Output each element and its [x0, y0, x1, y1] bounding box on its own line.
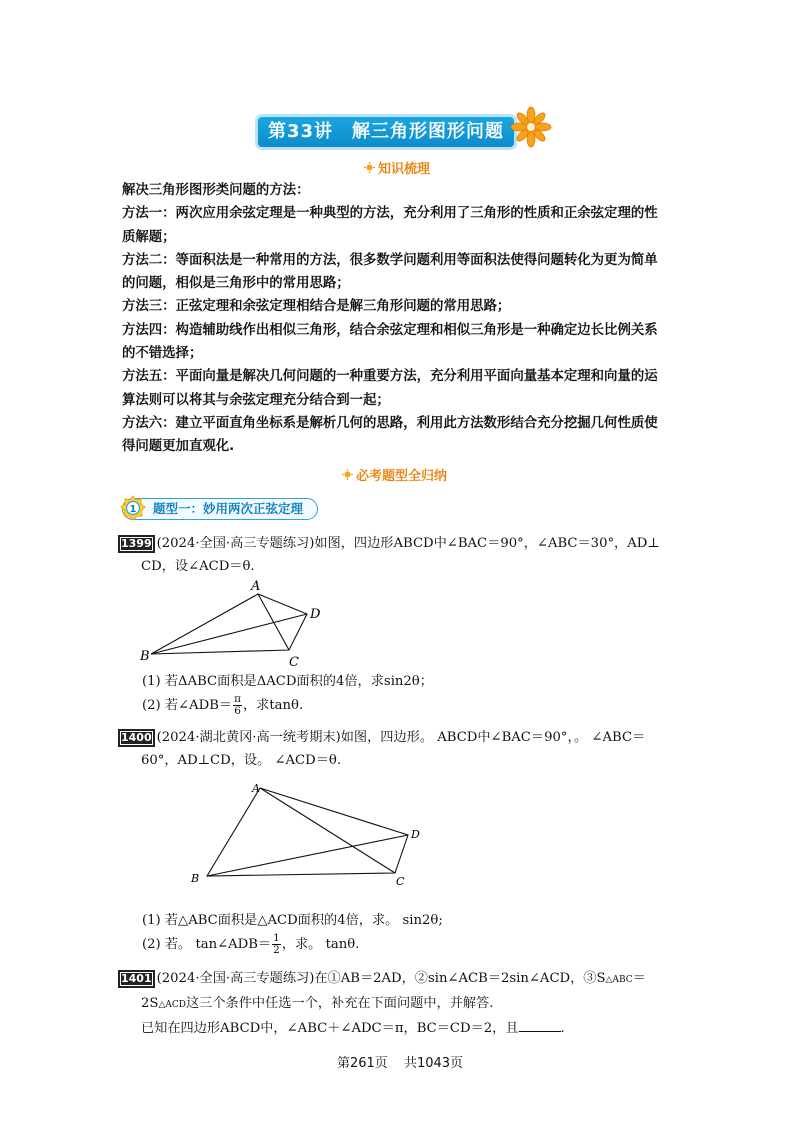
answer-blank[interactable]	[519, 1018, 561, 1032]
question-type-badge	[122, 498, 318, 520]
problem-number: 1401	[118, 970, 155, 988]
lecture-title-banner	[255, 114, 517, 150]
methods-line: 的不错选择；	[122, 346, 203, 362]
number-badge-icon	[119, 494, 147, 522]
methods-line: 得问题更加直观化.	[122, 439, 235, 455]
label-B: B	[191, 872, 200, 885]
problem-1400: 1400 (2024·湖北黄冈·高一统考期末)如图，四边形。 ABCD中∠BAC＝90°，。 ∠ABC＝ 60°，AD⊥CD，设。 ∠ACD＝θ.	[118, 726, 688, 772]
label-D: D	[411, 828, 420, 841]
label-A: A	[252, 782, 260, 795]
label-C: C	[396, 875, 405, 888]
lecture-title: 第33讲 解三角形图形问题	[267, 121, 505, 142]
page-total: 共1043页	[403, 1056, 464, 1071]
section-heading-question-types: 必考题型全归纳	[342, 465, 447, 484]
problem-number: 1399	[118, 535, 155, 553]
figure-quadrilateral-1399	[140, 578, 330, 670]
methods-line: 解决三角形图形类问题的方法：	[122, 183, 310, 198]
problem-number: 1400	[118, 729, 155, 747]
sun-icon	[342, 469, 353, 480]
methods-line: 方法一：两次应用余弦定理是一种典型的方法，充分利用了三角形的性质和正余弦定理的性	[122, 206, 658, 222]
label-D: D	[310, 607, 321, 622]
section-heading-knowledge: 知识梳理	[364, 158, 430, 177]
methods-text	[122, 179, 682, 459]
methods-line: 方法六：建立平面直角坐标系是解析几何的思路，利用此方法数形结合充分挖掘几何性质使	[122, 415, 658, 431]
methods-line: 方法五：平面向量是解决几何问题的一种重要方法，充分利用平面向量基本定理和向量的运	[122, 369, 658, 385]
fraction: $\frac{1}{2}$	[273, 932, 280, 956]
label-B: B	[140, 649, 150, 664]
sun-icon	[364, 162, 375, 173]
svg-text:1: 1	[129, 504, 137, 515]
methods-line: 方法三：正弦定理和余弦定理相结合是解三角形问题的常用思路；	[122, 299, 511, 315]
methods-line: 的问题，相似是三角形中的常用思路；	[122, 276, 350, 292]
problem-1399-part2: (2) 若∠ADB＝ $\frac{\pi}{6}$ ，求tanθ.	[142, 693, 304, 717]
problem-1399: 1399 (2024·全国·高三专题练习)如图，四边形ABCD中∠BAC＝90°，∠ABC＝30°，AD⊥ CD，设∠ACD＝θ.	[118, 532, 688, 578]
fraction: $\frac{\pi}{6}$	[234, 693, 241, 717]
problem-1401: 1401 (2024·全国·高三专题练习)在①AB＝2AD，②sin∠ACB＝2sin∠ACD，③S△ABC＝ 2S△ACD这三个条件中任选一个，补充在下面问题中，并解答. 已知在四边形ABCD中，∠ABC＋∠ADC＝π，BC＝CD＝2，且 .	[118, 967, 693, 1040]
methods-line: 方法二：等面积法是一种常用的方法，很多数学问题利用等面积法使得问题转化为更为简单	[122, 252, 658, 268]
label-A: A	[251, 579, 261, 594]
methods-line: 方法四：构造辅助线作出相似三角形，结合余弦定理和相似三角形是一种确定边长比例关系	[122, 322, 658, 338]
problem-1400-part1: (1) 若△ABC面积是△ACD面积的4倍，求。 sin2θ;	[142, 913, 443, 928]
methods-line: 算法则可以将其与余弦定理充分结合到一起；	[122, 392, 390, 408]
problem-1399-part1: (1) 若ΔABC面积是ΔACD面积的4倍，求sin2θ；	[142, 674, 433, 689]
methods-line: 质解题；	[122, 229, 176, 245]
flower-icon	[510, 106, 552, 148]
page-footer	[0, 1052, 800, 1071]
page-number: 第261页	[336, 1056, 388, 1071]
label-C: C	[289, 655, 299, 670]
problem-1400-part2: (2) 若。 tan∠ADB＝ $\frac{1}{2}$ ，求。 tanθ.	[142, 932, 360, 956]
question-type-label: 题型一：妙用两次正弦定理	[153, 501, 304, 516]
figure-quadrilateral-1400	[188, 778, 428, 888]
